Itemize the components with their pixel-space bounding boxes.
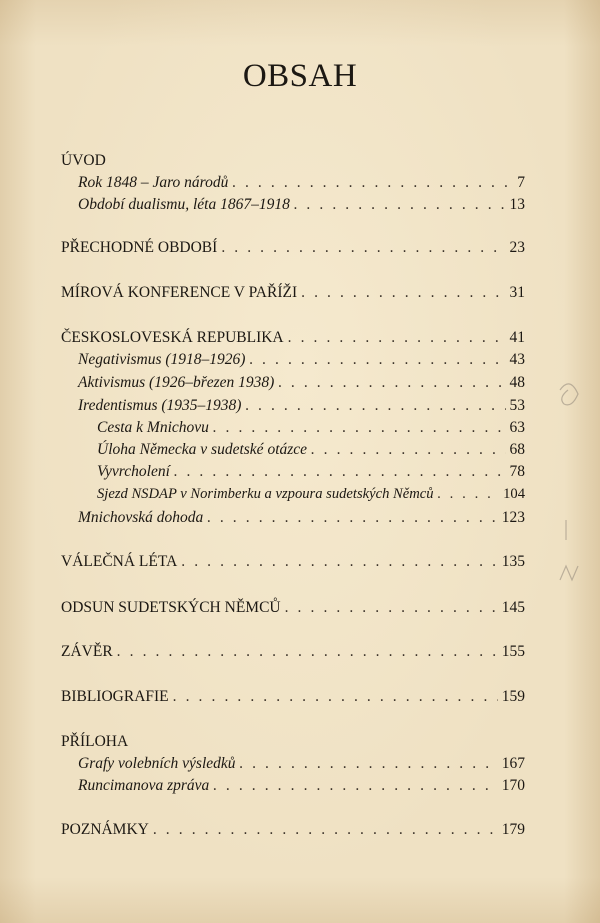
leader-dots bbox=[288, 326, 506, 350]
toc-page-number: 145 bbox=[501, 599, 525, 616]
toc-label: POZNÁMKY bbox=[61, 821, 149, 838]
toc-label: Runcimanova zpráva bbox=[78, 777, 210, 794]
toc-label: Aktivismus (1926–březen 1938) bbox=[78, 374, 275, 391]
toc-page-number: 43 bbox=[509, 351, 525, 368]
toc-label: Negativismus (1918–1926) bbox=[78, 351, 246, 368]
toc-page-number: 63 bbox=[509, 419, 525, 436]
toc-page-number: 31 bbox=[509, 284, 525, 301]
toc-entry bbox=[0, 326, 600, 350]
toc-label: ZÁVĚR bbox=[61, 643, 113, 660]
toc-entry bbox=[0, 348, 600, 372]
toc-page-number: 170 bbox=[501, 777, 525, 794]
toc-page-number: 135 bbox=[501, 553, 525, 570]
toc-page-number: 167 bbox=[501, 755, 525, 772]
toc-entry bbox=[0, 596, 600, 620]
toc-entry bbox=[0, 193, 600, 217]
toc-label: Úloha Německa v sudetské otázce bbox=[97, 441, 308, 458]
toc-page-number: 68 bbox=[509, 441, 525, 458]
leader-dots bbox=[153, 818, 498, 842]
leader-dots bbox=[232, 171, 513, 195]
toc-page-number: 7 bbox=[517, 174, 525, 191]
toc-page-number: 179 bbox=[501, 821, 525, 838]
toc-label: BIBLIOGRAFIE bbox=[61, 688, 169, 705]
toc-label: ÚVOD bbox=[61, 152, 106, 169]
toc-label: Období dualismu, léta 1867–1918 bbox=[78, 196, 290, 213]
toc-entry bbox=[0, 482, 600, 506]
toc-label: Mnichovská dohoda bbox=[78, 509, 204, 526]
toc-entry bbox=[0, 685, 600, 709]
toc-entry bbox=[0, 460, 600, 484]
leader-dots bbox=[207, 506, 497, 530]
toc-label: ČESKOSLOVESKÁ REPUBLIKA bbox=[61, 329, 284, 346]
toc-page-number: 155 bbox=[501, 643, 525, 660]
leader-dots bbox=[173, 685, 498, 709]
toc-entry bbox=[0, 774, 600, 798]
toc-page-number: 23 bbox=[509, 239, 525, 256]
leader-dots bbox=[249, 348, 505, 372]
toc-page-number: 53 bbox=[509, 397, 525, 414]
toc-page-number: 123 bbox=[501, 509, 525, 526]
leader-dots bbox=[174, 460, 506, 484]
leader-dots bbox=[213, 416, 506, 440]
toc-entry bbox=[0, 640, 600, 664]
leader-dots bbox=[301, 281, 505, 305]
toc-label: Grafy volebních výsledků bbox=[78, 755, 236, 772]
leader-dots bbox=[278, 371, 505, 395]
toc-page-number: 13 bbox=[509, 196, 525, 213]
toc-entry bbox=[0, 438, 600, 462]
toc-label: Rok 1848 – Jaro národů bbox=[78, 174, 229, 191]
toc-entry bbox=[0, 236, 600, 260]
toc-label: PŘÍLOHA bbox=[61, 733, 129, 750]
leader-dots bbox=[294, 193, 506, 217]
leader-dots bbox=[213, 774, 497, 798]
pencil-marks bbox=[548, 370, 588, 610]
toc-entry bbox=[0, 371, 600, 395]
toc-entry bbox=[0, 506, 600, 530]
toc-label: ODSUN SUDETSKÝCH NĚMCŮ bbox=[61, 599, 281, 616]
leader-dots bbox=[221, 236, 505, 260]
toc-heading-priloha bbox=[0, 730, 600, 754]
toc-label: MÍROVÁ KONFERENCE V PAŘÍŽI bbox=[61, 284, 298, 301]
toc-label: Cesta k Mnichovu bbox=[97, 419, 209, 436]
leader-dots bbox=[438, 482, 500, 506]
toc-page-number: 104 bbox=[503, 486, 525, 502]
toc-label: VÁLEČNÁ LÉTA bbox=[61, 553, 178, 570]
leader-dots bbox=[117, 640, 498, 664]
toc-entry bbox=[0, 281, 600, 305]
toc-label: PŘECHODNÉ OBDOBÍ bbox=[61, 239, 218, 256]
page-title: OBSAH bbox=[242, 58, 358, 94]
toc-label: Sjezd NSDAP v Norimberku a vzpoura sudetských Němců bbox=[97, 486, 434, 502]
leader-dots bbox=[311, 438, 505, 462]
leader-dots bbox=[285, 596, 498, 620]
leader-dots bbox=[181, 550, 497, 574]
toc-page-number: 48 bbox=[509, 374, 525, 391]
toc-entry bbox=[0, 752, 600, 776]
toc-label: Vyvrcholení bbox=[97, 463, 170, 480]
toc-heading-uvod bbox=[0, 149, 600, 173]
toc-label: Iredentismus (1935–1938) bbox=[78, 397, 242, 414]
toc-entry bbox=[0, 171, 600, 195]
leader-dots bbox=[240, 752, 498, 776]
toc-page-number: 78 bbox=[509, 463, 525, 480]
toc-entry bbox=[0, 416, 600, 440]
toc-page-number: 41 bbox=[509, 329, 525, 346]
toc-entry bbox=[0, 818, 600, 842]
toc-page-number: 159 bbox=[501, 688, 525, 705]
toc-entry bbox=[0, 394, 600, 418]
toc-entry bbox=[0, 550, 600, 574]
leader-dots bbox=[245, 394, 505, 418]
